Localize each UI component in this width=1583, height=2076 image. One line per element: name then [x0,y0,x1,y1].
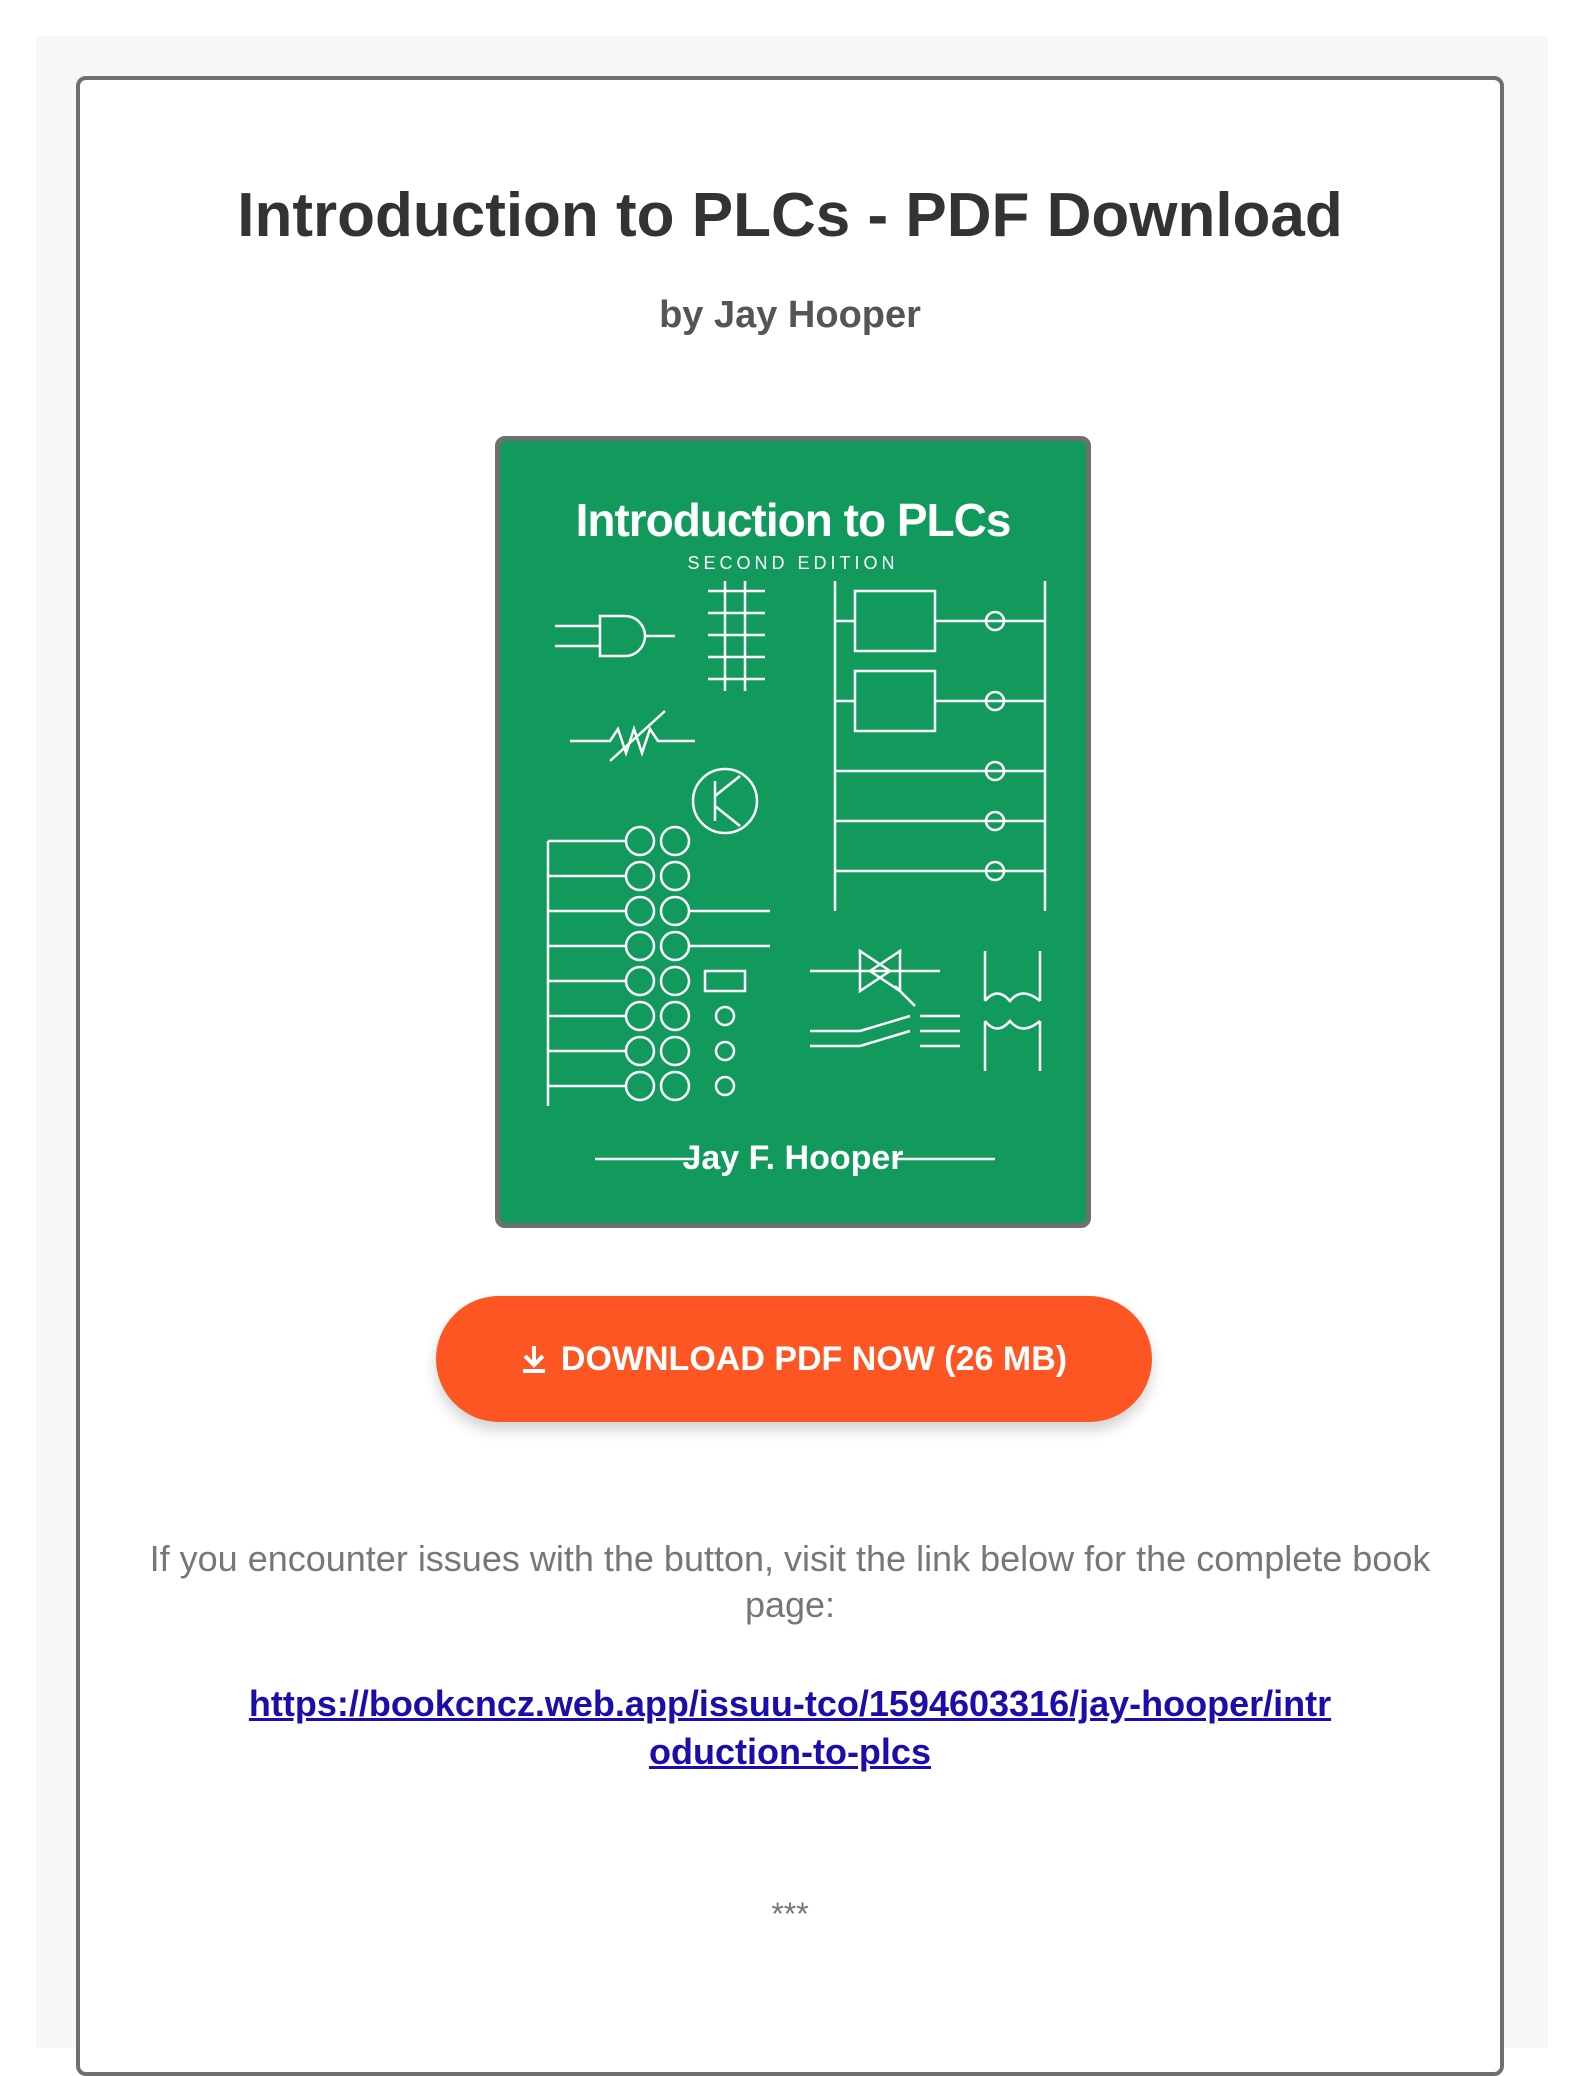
cover-author: Jay F. Hooper [682,1139,904,1177]
fallback-notice: If you encounter issues with the button, visit the link below for the complete book page: [149,1538,1431,1625]
cover-title: Introduction to PLCs [575,494,1011,546]
content-card [76,76,1504,2076]
cover-edition: SECOND EDITION [687,553,899,573]
book-cover [495,436,1091,1228]
download-icon [521,1344,547,1374]
separator: *** [771,1896,809,1932]
download-pdf-button[interactable] [436,1296,1152,1422]
download-button-label: DOWNLOAD PDF NOW (26 MB) [560,1339,1068,1378]
author-line: by Jay Hooper [659,294,921,336]
page-title: Introduction to PLCs - PDF Download [237,181,1343,250]
book-page-link[interactable]: https://bookcncz.web.app/issuu-tco/1594603316/jay-hooper/introduction-to-plcs [248,1683,1332,1772]
